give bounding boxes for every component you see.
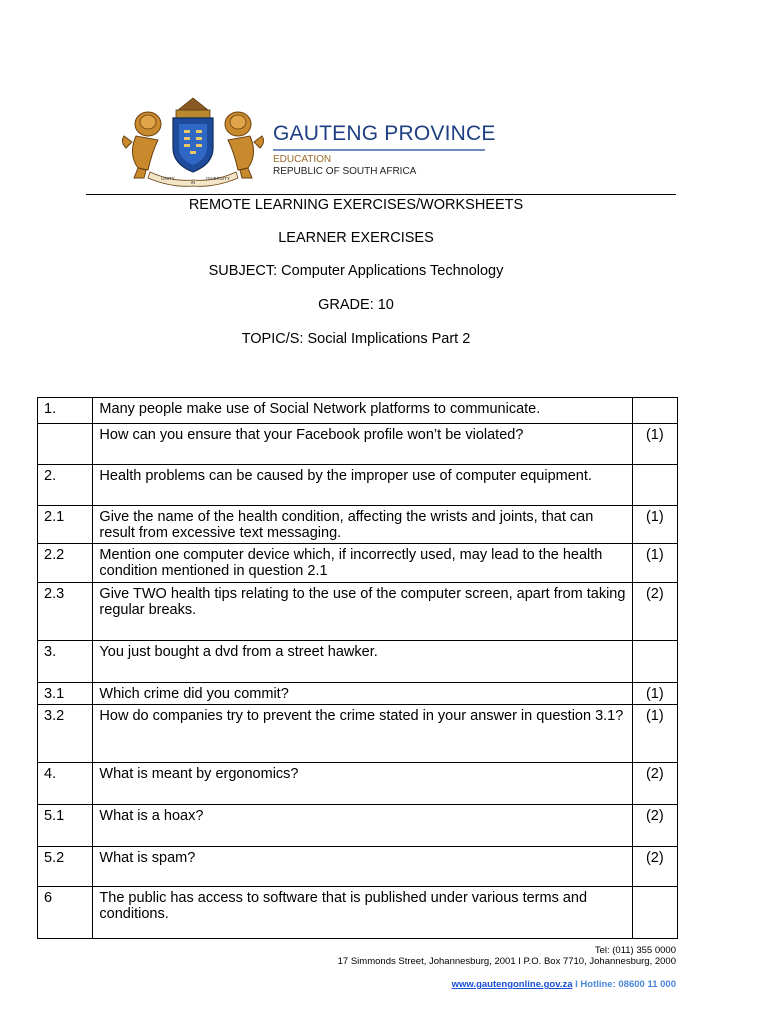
question-text: You just bought a dvd from a street hawker.	[93, 641, 632, 683]
question-number: 6	[38, 887, 93, 939]
footer-contact	[452, 979, 676, 990]
coat-of-arms-icon	[118, 96, 268, 188]
question-text: Give TWO health tips relating to the use of the computer screen, apart from taking regular breaks.	[93, 583, 632, 641]
heading-exercises: LEARNER EXERCISES	[278, 230, 434, 246]
table-row	[38, 705, 678, 763]
question-marks: (1)	[632, 424, 677, 465]
question-marks: (2)	[632, 847, 677, 887]
question-number: 2.	[38, 465, 93, 506]
heading-topic: TOPIC/S: Social Implications Part 2	[241, 331, 471, 347]
question-number	[38, 424, 93, 465]
table-row	[38, 763, 678, 805]
table-row	[38, 641, 678, 683]
question-number: 5.2	[38, 847, 93, 887]
question-number: 3.1	[38, 683, 93, 705]
question-marks: (1)	[632, 506, 677, 544]
question-text: The public has access to software that is published under various terms and conditions.	[93, 887, 632, 939]
motto-right: DIVERSITY	[206, 176, 230, 181]
brand-block	[273, 122, 496, 178]
question-text: Mention one computer device which, if incorrectly used, may lead to the health condition mentioned in question 2.1	[93, 544, 632, 583]
question-marks	[632, 398, 677, 424]
question-number: 2.3	[38, 583, 93, 641]
question-number: 2.2	[38, 544, 93, 583]
header-divider	[86, 194, 676, 195]
question-marks: (1)	[632, 544, 677, 583]
brand-department: EDUCATION	[273, 154, 332, 165]
question-number: 3.	[38, 641, 93, 683]
question-marks: (2)	[632, 763, 677, 805]
question-marks	[632, 887, 677, 939]
question-text: Give the name of the health condition, affecting the wrists and joints, that can result from excessive text messaging.	[93, 506, 632, 544]
question-text: What is meant by ergonomics?	[93, 763, 632, 805]
brand-country: REPUBLIC OF SOUTH AFRICA	[273, 166, 417, 177]
table-row	[38, 887, 678, 939]
question-marks: (2)	[632, 583, 677, 641]
question-marks: (2)	[632, 805, 677, 847]
table-row	[38, 847, 678, 887]
heading-grade: GRADE: 10	[318, 297, 394, 313]
question-number: 2.1	[38, 506, 93, 544]
table-row	[38, 805, 678, 847]
question-text: What is spam?	[93, 847, 632, 887]
table-row	[38, 544, 678, 583]
footer-tel: Tel: (011) 355 0000	[594, 945, 676, 956]
question-number: 5.1	[38, 805, 93, 847]
question-text: Many people make use of Social Network platforms to communicate.	[93, 398, 632, 424]
footer-address: 17 Simmonds Street, Johannesburg, 2001 I P.O. Box 7710, Johannesburg, 2000	[337, 956, 676, 967]
table-row	[38, 583, 678, 641]
questions-table	[37, 397, 678, 939]
heading-title: REMOTE LEARNING EXERCISES/WORKSHEETS	[188, 197, 524, 213]
question-marks	[632, 465, 677, 506]
question-marks: (1)	[632, 705, 677, 763]
heading-subject: SUBJECT: Computer Applications Technology	[208, 263, 504, 279]
question-number: 4.	[38, 763, 93, 805]
website-link[interactable]: www.gautengonline.gov.za	[451, 979, 573, 990]
brand-divider	[273, 149, 485, 151]
table-row	[38, 506, 678, 544]
motto-center: IN	[190, 180, 196, 185]
question-text: How do companies try to prevent the crime stated in your answer in question 3.1?	[93, 705, 632, 763]
question-number: 1.	[38, 398, 93, 424]
table-row	[38, 465, 678, 506]
gauteng-logo	[118, 96, 496, 188]
table-row	[38, 424, 678, 465]
question-marks	[632, 641, 677, 683]
table-row	[38, 683, 678, 705]
table-row	[38, 398, 678, 424]
question-text: Health problems can be caused by the improper use of computer equipment.	[93, 465, 632, 506]
motto-left: UNITY	[161, 176, 175, 181]
question-number: 3.2	[38, 705, 93, 763]
hotline-text: I Hotline: 08600 11 000	[572, 979, 676, 990]
question-text: What is a hoax?	[93, 805, 632, 847]
brand-title: GAUTENG PROVINCE	[273, 122, 496, 145]
question-text: How can you ensure that your Facebook profile won’t be violated?	[93, 424, 632, 465]
question-marks: (1)	[632, 683, 677, 705]
question-text: Which crime did you commit?	[93, 683, 632, 705]
